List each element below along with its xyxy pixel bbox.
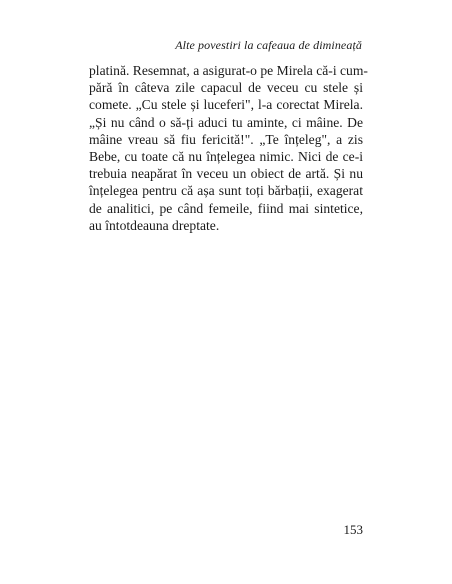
text-line: platină. Resemnat, a asigurat-o pe Mirela că-i cum- xyxy=(89,63,368,78)
text-line: de analitici, pe când femeile, fiind mai sintetice, xyxy=(89,200,363,216)
text-line: au întotdeauna dreptate. xyxy=(89,217,220,233)
text-line: comete. „Cu stele și luceferi", l-a corectat Mirela. xyxy=(89,97,363,113)
text-line: mâine vreau să fiu fericită!". „Te înțeleg", a zis xyxy=(89,131,363,147)
text-line: trebuia neapărat în veceu un obiect de artă. Și nu xyxy=(89,166,363,182)
text-line: pără în câteva zile capacul de veceu cu stele și xyxy=(89,80,363,96)
page-number: 153 xyxy=(343,522,363,537)
text-line: înțelegea pentru că așa sunt toți bărbații, exagerat xyxy=(89,183,363,199)
body-paragraph xyxy=(89,62,368,234)
text-line: „Și nu când o să-ți aduci tu aminte, ci mâine. De xyxy=(89,114,363,130)
text-line: Bebe, cu toate că nu înțelegea nimic. Nici de ce-i xyxy=(89,149,363,165)
running-head: Alte povestiri la cafeaua de dimineață xyxy=(175,38,362,52)
